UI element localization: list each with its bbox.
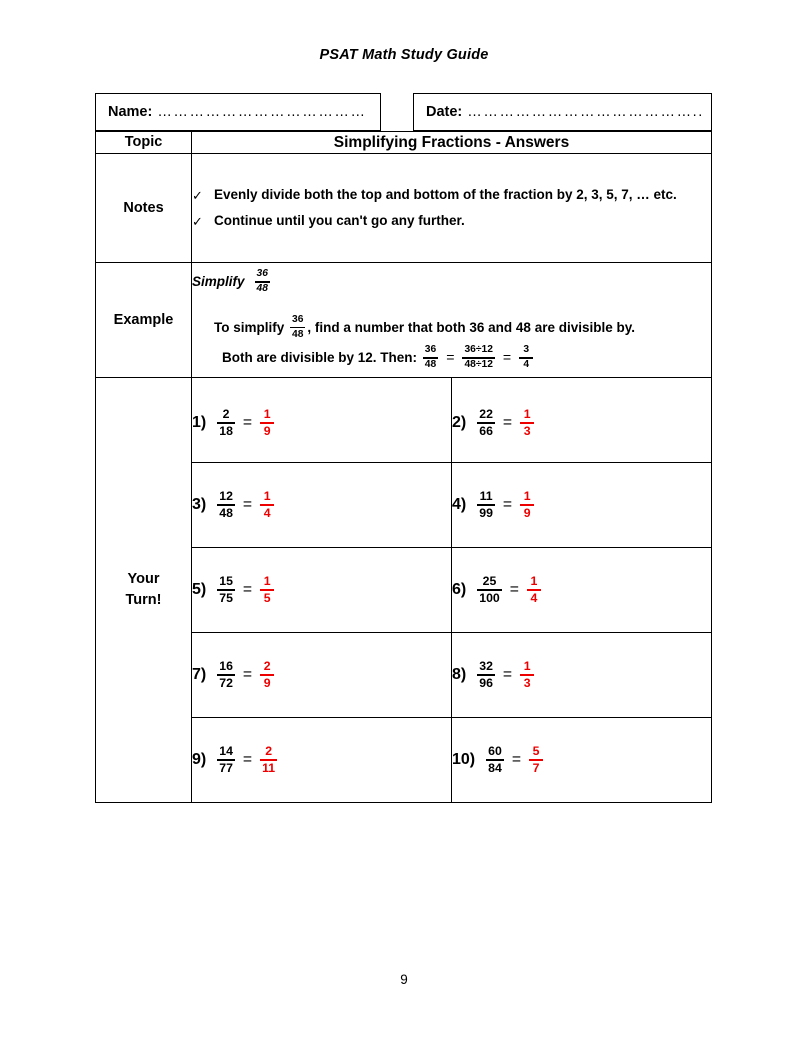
- example-fraction-original: [423, 345, 438, 371]
- example-fraction-result: [519, 345, 533, 371]
- fraction-denominator: 9: [263, 676, 271, 691]
- example-line1-prefix: To simplify: [214, 319, 289, 335]
- example-line-1: [214, 315, 711, 341]
- equals-sign: =: [502, 666, 513, 684]
- name-field-box[interactable]: [95, 93, 381, 131]
- equals-sign: =: [502, 349, 512, 366]
- example-title-text: Simplify: [192, 274, 245, 290]
- example-title-fraction: [255, 269, 270, 295]
- problem-cell[interactable]: [452, 548, 712, 633]
- equals-sign: =: [242, 666, 253, 684]
- example-line1-suffix: , find a number that both 36 and 48 are divisible by.: [307, 319, 635, 335]
- fraction-denominator: 66: [479, 424, 493, 439]
- problem-fraction: [477, 408, 495, 438]
- problem-cell[interactable]: [192, 378, 452, 463]
- page-number: 9: [400, 972, 408, 987]
- fraction-denominator: 48: [256, 283, 268, 295]
- problem-cell[interactable]: [452, 633, 712, 718]
- problem-expression: [452, 745, 711, 775]
- problem-cell[interactable]: [452, 718, 712, 803]
- fraction-denominator: 99: [479, 506, 493, 521]
- fraction-numerator: 32: [479, 659, 493, 674]
- fraction-numerator: 1: [263, 489, 271, 504]
- answer-fraction: [529, 745, 543, 775]
- fraction-denominator: 75: [219, 591, 233, 606]
- your-turn-label-line2: Turn!: [125, 592, 162, 609]
- problem-expression: [192, 575, 451, 605]
- fraction-denominator: 48÷12: [464, 359, 493, 371]
- problem-expression: [192, 660, 451, 690]
- fraction-denominator: 4: [530, 591, 538, 606]
- example-content: [192, 263, 712, 378]
- name-date-row: [95, 93, 712, 131]
- example-line1-fraction: [290, 315, 305, 341]
- your-turn-row-label: [96, 378, 192, 803]
- problem-cell[interactable]: [452, 378, 712, 463]
- equals-sign: =: [446, 349, 455, 366]
- answer-fraction: [527, 575, 541, 605]
- date-label: Date:: [426, 104, 463, 120]
- fraction-numerator: 1: [263, 407, 271, 422]
- fraction-numerator: 36: [256, 268, 268, 280]
- fraction-numerator: 14: [219, 744, 233, 759]
- fraction-numerator: 11: [479, 489, 493, 504]
- problem-number: 8): [452, 666, 467, 684]
- answer-fraction: [260, 745, 277, 775]
- problem-fraction: [217, 408, 235, 438]
- equals-sign: =: [502, 414, 513, 432]
- fraction-numerator: 1: [263, 574, 271, 589]
- running-head: PSAT Math Study Guide: [319, 47, 489, 63]
- fraction-denominator: 9: [263, 424, 271, 439]
- date-field-box[interactable]: [413, 93, 712, 131]
- fraction-numerator: 60: [488, 744, 502, 759]
- answer-fraction: [520, 490, 534, 520]
- fraction-denominator: 48: [424, 359, 437, 371]
- problem-cell[interactable]: [192, 633, 452, 718]
- check-icon: ✓: [192, 214, 203, 230]
- note-text: Continue until you can't go any further.: [214, 213, 465, 229]
- fraction-numerator: 36÷12: [464, 344, 493, 356]
- problem-number: 6): [452, 581, 467, 599]
- problem-expression: [192, 490, 451, 520]
- fraction-numerator: 36: [292, 313, 304, 325]
- problem-number: 10): [452, 751, 476, 769]
- problem-expression: [452, 408, 711, 438]
- problem-expression: [452, 660, 711, 690]
- answer-fraction: [520, 660, 534, 690]
- fraction-denominator: 77: [219, 761, 233, 776]
- fraction-denominator: 84: [488, 761, 502, 776]
- problem-fraction: [477, 575, 502, 605]
- problem-number: 9): [192, 751, 207, 769]
- topic-row-label: Topic: [96, 132, 192, 154]
- problem-number: 5): [192, 581, 207, 599]
- fraction-denominator: 4: [523, 359, 530, 371]
- fraction-numerator: 1: [530, 574, 538, 589]
- example-fraction-divided: [462, 345, 494, 371]
- name-dotted-line: …………………………………: [157, 104, 367, 120]
- problem-fraction: [477, 660, 495, 690]
- example-body: [192, 315, 711, 371]
- fraction-numerator: 15: [219, 574, 233, 589]
- practice-row-1: [96, 378, 712, 463]
- problem-cell[interactable]: [192, 548, 452, 633]
- fraction-denominator: 18: [219, 424, 233, 439]
- note-item: [192, 182, 711, 208]
- fraction-numerator: 25: [482, 574, 497, 589]
- fraction-numerator: 12: [219, 489, 233, 504]
- problem-cell[interactable]: [452, 463, 712, 548]
- problem-fraction: [217, 745, 235, 775]
- answer-fraction: [260, 490, 274, 520]
- fraction-numerator: 1: [523, 489, 531, 504]
- study-guide-table: [95, 131, 712, 803]
- fraction-numerator: 5: [532, 744, 540, 759]
- note-text: Evenly divide both the top and bottom of the fraction by 2, 3, 5, 7, … etc.: [214, 186, 677, 202]
- example-line-2: [214, 345, 711, 371]
- problem-number: 7): [192, 666, 207, 684]
- problem-fraction: [217, 490, 235, 520]
- equals-sign: =: [502, 496, 513, 514]
- page-title: Simplifying Fractions - Answers: [192, 132, 712, 154]
- fraction-denominator: 11: [262, 761, 276, 776]
- answer-fraction: [260, 660, 274, 690]
- fraction-denominator: 48: [292, 328, 304, 340]
- notes-row: [96, 154, 712, 263]
- check-icon: ✓: [192, 187, 203, 203]
- fraction-numerator: 1: [523, 659, 531, 674]
- notes-content: [192, 154, 712, 263]
- fraction-denominator: 7: [532, 761, 540, 776]
- problem-expression: [452, 575, 711, 605]
- date-dotted-line: ……………………………………..: [467, 104, 704, 120]
- answer-fraction: [260, 575, 274, 605]
- fraction-denominator: 96: [479, 676, 493, 691]
- problem-expression: [452, 490, 711, 520]
- problem-fraction: [217, 575, 235, 605]
- equals-sign: =: [242, 414, 253, 432]
- name-label: Name:: [108, 104, 153, 120]
- fraction-denominator: 72: [219, 676, 233, 691]
- problem-cell[interactable]: [192, 718, 452, 803]
- topic-row: [96, 132, 712, 154]
- answer-fraction: [520, 408, 534, 438]
- notes-row-label: Notes: [96, 154, 192, 263]
- problem-fraction: [477, 490, 495, 520]
- note-item: [192, 208, 711, 234]
- answer-fraction: [260, 408, 274, 438]
- problem-number: 1): [192, 414, 207, 432]
- problem-cell[interactable]: [192, 463, 452, 548]
- fraction-numerator: 2: [222, 407, 230, 422]
- example-title: [192, 269, 711, 295]
- fraction-numerator: 22: [479, 407, 493, 422]
- fraction-denominator: 9: [523, 506, 531, 521]
- example-line2-prefix: Both are divisible by 12. Then:: [222, 350, 421, 366]
- equals-sign: =: [242, 751, 253, 769]
- problem-expression: [192, 745, 451, 775]
- fraction-numerator: 3: [523, 344, 530, 356]
- fraction-denominator: 3: [523, 424, 531, 439]
- example-row: [96, 263, 712, 378]
- equals-sign: =: [242, 581, 253, 599]
- fraction-numerator: 2: [265, 744, 273, 759]
- your-turn-label-line1: Your: [127, 571, 160, 587]
- fraction-numerator: 16: [219, 659, 233, 674]
- fraction-denominator: 100: [479, 591, 500, 606]
- example-row-label: Example: [96, 263, 192, 378]
- problem-expression: [192, 408, 451, 438]
- fraction-denominator: 4: [263, 506, 271, 521]
- fraction-numerator: 1: [523, 407, 531, 422]
- fraction-denominator: 48: [219, 506, 233, 521]
- fraction-denominator: 3: [523, 676, 531, 691]
- equals-sign: =: [242, 496, 253, 514]
- equals-sign: =: [509, 581, 519, 599]
- problem-number: 2): [452, 414, 467, 432]
- equals-sign: =: [511, 751, 522, 769]
- fraction-denominator: 5: [263, 591, 271, 606]
- fraction-numerator: 2: [263, 659, 271, 674]
- problem-number: 4): [452, 496, 467, 514]
- problem-fraction: [217, 660, 235, 690]
- problem-number: 3): [192, 496, 207, 514]
- problem-fraction: [486, 745, 504, 775]
- fraction-numerator: 36: [424, 344, 437, 356]
